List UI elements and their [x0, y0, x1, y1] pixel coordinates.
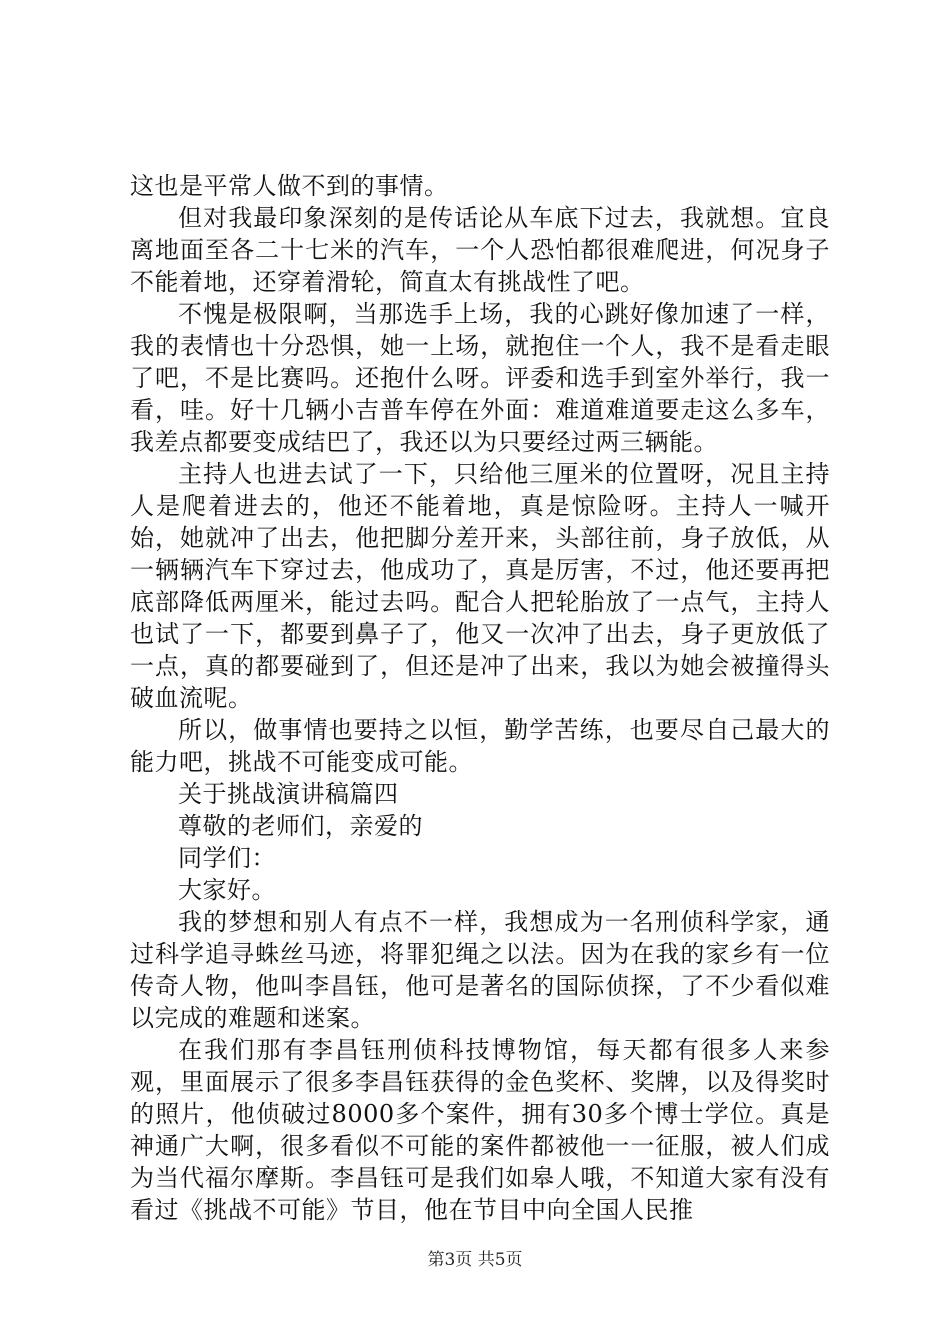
paragraph: 所以，做事情也要持之以恒，勤学苦练，也要尽自己最大的能力吧，挑战不可能变成可能。	[130, 716, 830, 776]
greeting-line: 大家好。	[178, 876, 276, 904]
document-body	[130, 170, 830, 1226]
salutation-line: 同学们：	[178, 844, 276, 872]
paragraph: 不愧是极限啊，当那选手上场，我的心跳好像加速了一样，我的表情也十分恐惧，她一上场，就抱住一个人，我不是看走眼了吧，不是比赛吗。还抱什么呀。评委和选手到室外举行，我一看，哇。好十几辆小吉普车停在外面：难道难道要走这么多车，我差点都要变成结巴了，我还以为只要经过两三辆能。	[130, 300, 830, 456]
salutation-line: 尊敬的老师们，亲爱的	[178, 812, 423, 840]
paragraph: 主持人也进去试了一下，只给他三厘米的位置呀，况且主持人是爬着进去的，他还不能着地，真是惊险呀。主持人一喊开始，她就冲了出去，他把脚分差开来，头部往前，身子放低，从一辆辆汽车下穿过去，他成功了，真是厉害，不过，他还要再把底部降低两厘米，能过去吗。配合人把轮胎放了一点气，主持人也试了一下，都要到鼻子了，他又一次冲了出去，身子更放低了一点，真的都要碰到了，但还是冲了出来，我以为她会被撞得头破血流呢。	[130, 460, 830, 712]
page-number-footer: 第3页 共5页	[427, 1250, 523, 1270]
paragraph: 但对我最印象深刻的是传话论从车底下过去，我就想。宜良离地面至各二十七米的汽车，一个人恐怕都很难爬进，何况身子不能着地，还穿着滑轮，简直太有挑战性了吧。	[130, 204, 830, 296]
paragraph: 我的梦想和别人有点不一样，我想成为一名刑侦科学家，通过科学追寻蛛丝马迹，将罪犯绳之以法。因为在我的家乡有一位传奇人物，他叫李昌钰，他可是著名的国际侦探，了不少看似难以完成的难题和迷案。	[130, 908, 830, 1032]
paragraph: 这也是平常人做不到的事情。	[130, 172, 449, 200]
paragraph: 在我们那有李昌钰刑侦科技博物馆，每天都有很多人来参观，里面展示了很多李昌钰获得的金色奖杯、奖牌，以及得奖时的照片，他侦破过8000多个案件，拥有30多个博士学位。真是神通广大啊，很多看似不可能的案件都被他一一征服，被人们成为当代福尔摩斯。李昌钰可是我们如皋人哦，不知道大家有没有看过《挑战不可能》节目，他在节目中向全国人民推	[130, 1036, 830, 1224]
section-title: 关于挑战演讲稿篇四	[178, 780, 399, 808]
